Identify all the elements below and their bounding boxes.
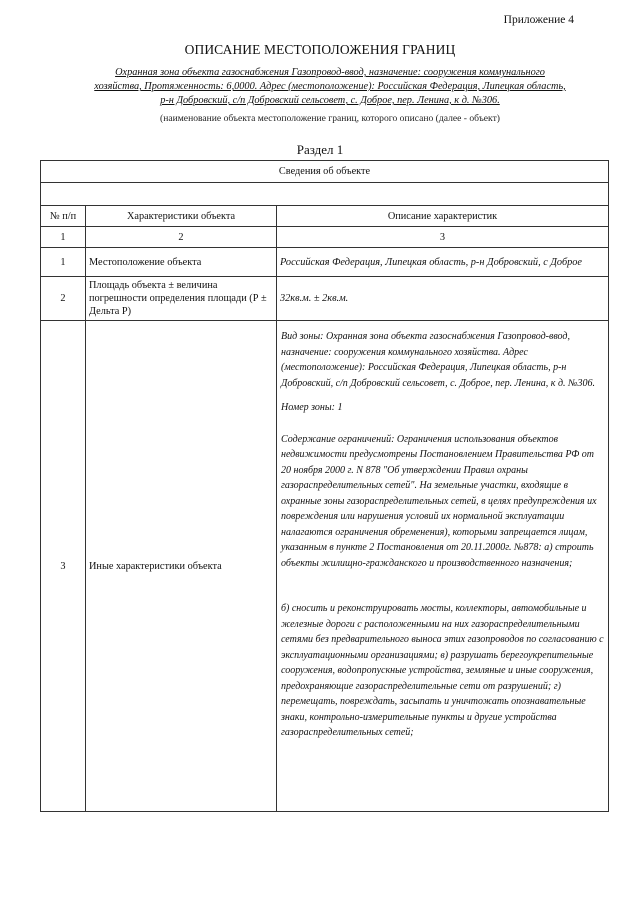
description-paragraph: Номер зоны: 1 [281, 402, 343, 413]
appendix-label: Приложение 4 [503, 14, 574, 26]
row-characteristic: Местоположение объекта [86, 248, 277, 277]
description-paragraph: Содержание ограничений: Ограничения использования объектов недвижимости предусмотрены Постановлением Правительства РФ от 20 ноября 2000 г. N 878 "Об утверждении Правил охраны газораспределительных сетей". На земельные участки, входящие в охранные зоны газораспределительных сетей, в целях предупреждения их повреждения или нарушения условий их нормальной эксплуатации налагаются ограничения обременения), которыми запрещается лицам, указанным в пункте 2 Постановления от 20.11.2000г. №878: а) строить объекты жилищно-гражданского и производственного назначения; [281, 433, 597, 569]
column-number: 2 [86, 227, 277, 248]
document-title: ОПИСАНИЕ МЕСТОПОЛОЖЕНИЯ ГРАНИЦ [184, 42, 456, 57]
row-characteristic: Площадь объекта ± величина погрешности определения площади (Р ± Дельта Р) [86, 277, 277, 321]
object-info-table [40, 160, 609, 812]
column-header-description: Описание характеристик [277, 206, 609, 227]
description-paragraph: Вид зоны: Охранная зона объекта газоснабжения Газопровод-ввод, назначение: сооружения коммунального хозяйства. Адрес (местоположение): Российская Федерация, Липецкая область, р-н Добровский, с/п Добровский сельсовет, с. Доброе, пер. Ленина, к д. №306. [281, 331, 595, 389]
object-description [60, 66, 600, 108]
row-description [277, 321, 609, 812]
table-row [41, 321, 609, 812]
row-characteristic: Иные характеристики объекта [86, 321, 277, 812]
page-bottom-mask [40, 826, 609, 905]
table-blank-row [41, 183, 609, 206]
row-number: 2 [41, 277, 86, 321]
table-caption: Сведения об объекте [41, 161, 609, 183]
column-number: 3 [277, 227, 609, 248]
object-description-line: р-н Добровский, с/п Добровский сельсовет, с. Доброе, пер. Ленина, к д. №306. [160, 95, 500, 106]
column-header-characteristic: Характеристики объекта [86, 206, 277, 227]
column-number: 1 [41, 227, 86, 248]
section-title: Раздел 1 [296, 142, 344, 157]
table-row [41, 277, 609, 321]
column-header-number: № п/п [41, 206, 86, 227]
row-description: Российская Федерация, Липецкая область, р-н Добровский, с Доброе [277, 248, 609, 277]
row-number: 3 [41, 321, 86, 812]
object-note: (наименование объекта местоположение границ, которого описано (далее - объект) [160, 113, 500, 124]
table-row [41, 248, 609, 277]
description-paragraph: б) сносить и реконструировать мосты, коллекторы, автомобильные и железные дороги с расположенными на них газораспределительными сетями без предварительного выноса этих газопроводов по согласованию с эксплуатационными организациями; в) разрушать берегоукрепительные сооружения, водопропускные устройства, земляные и иные сооружения, предохраняющие газораспределительные сети от разрушений; г) перемещать, повреждать, засыпать и уничтожать опознавательные знаки, контрольно-измерительные пункты и другие устройства газораспределительных сетей; [281, 603, 604, 738]
row-number: 1 [41, 248, 86, 277]
row-description: 32кв.м. ± 2кв.м. [277, 277, 609, 321]
object-description-line: хозяйства, Протяженность: 6,0000. Адрес (местоположение): Российская Федерация, Липецкая область, [94, 81, 566, 92]
object-description-line: Охранная зона объекта газоснабжения Газопровод-ввод, назначение: сооружения коммунального [115, 67, 545, 78]
